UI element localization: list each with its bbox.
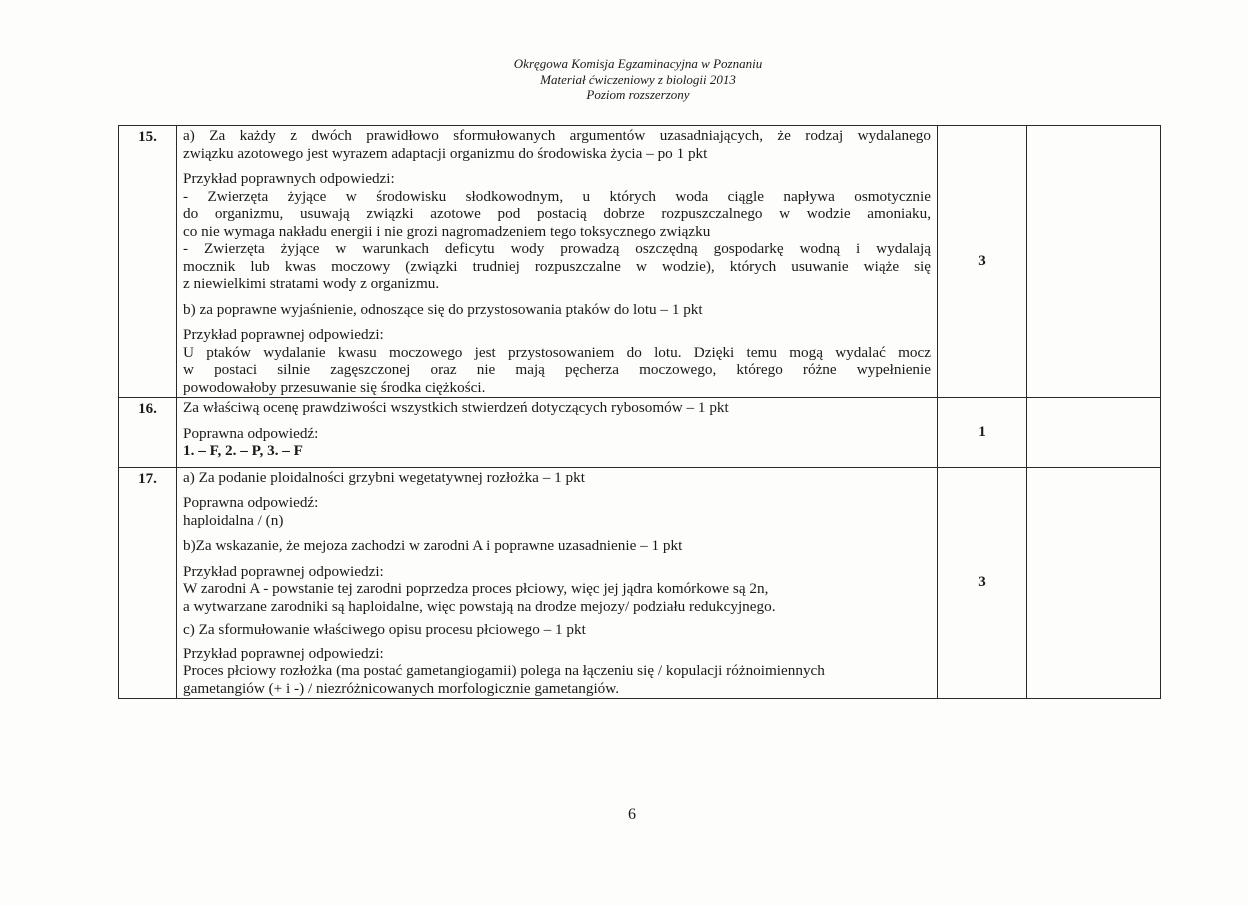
- criterion-text: a) Za podanie ploidalności grzybni wegetatywnej rozłożka – 1 pkt: [183, 468, 585, 486]
- example-label: Przykład poprawnej odpowiedzi:: [183, 562, 384, 580]
- score-cell: [1027, 126, 1161, 398]
- example-label: Przykład poprawnej odpowiedzi:: [183, 326, 384, 343]
- score-cell: [1027, 467, 1161, 699]
- criterion-text: c) Za sformułowanie właściwego opisu procesu płciowego – 1 pkt: [183, 621, 586, 638]
- criterion-text: związku azotowego jest wyrazem adaptacji organizmu do środowiska życia – po 1 pkt: [183, 144, 708, 162]
- points-value: 3: [938, 467, 1027, 699]
- answer-line: - Zwierzęta żyjące w warunkach deficytu wody prowadzą oszczędną gospodarkę wodną i wydalają: [183, 240, 931, 257]
- header-commission: Okręgowa Komisja Egzaminacyjna w Poznaniu: [513, 56, 763, 71]
- answer-line: mocznik lub kwas moczowy (związki trudniej rozpuszczalne w wodzie), których usuwanie wiąże się: [183, 257, 931, 275]
- criterion-text: b) za poprawne wyjaśnienie, odnoszące się do przystosowania ptaków do lotu – 1 pkt: [183, 300, 703, 318]
- criterion-text: b)Za wskazanie, że mejoza zachodzi w zarodni A i poprawne uzasadnienie – 1 pkt: [183, 537, 683, 554]
- points-value: 1: [938, 398, 1027, 468]
- task-criteria: [177, 467, 938, 699]
- task-criteria: [177, 126, 938, 398]
- answer-bullet: [183, 188, 931, 241]
- criterion-text: Za właściwą ocenę prawdziwości wszystkich stwierdzeń dotyczących rybosomów – 1 pkt: [183, 399, 729, 416]
- answer-bullet: [183, 240, 931, 293]
- task-criteria: [177, 398, 938, 468]
- table-row-17: [119, 467, 1161, 699]
- example-label: Przykład poprawnych odpowiedzi:: [183, 170, 395, 187]
- answer-line: co nie wymaga nakładu energii i nie grozi nagromadzeniem tego toksycznego związku: [183, 222, 711, 240]
- table-row-16: [119, 398, 1161, 468]
- answer-line: w postaci silnie zagęszczonej oraz nie mają pęcherza moczowego, którego różne wypełnienie: [183, 361, 931, 378]
- answer-line: haploidalna / (n): [183, 511, 284, 529]
- task-number: 15.: [119, 126, 177, 398]
- answer-line: powodowałoby przesuwanie się środka ciężkości.: [183, 378, 486, 396]
- answer-label: Poprawna odpowiedź:: [183, 424, 319, 442]
- header-material: Materiał ćwiczeniowy z biologii 2013: [540, 71, 736, 87]
- answer-line: U ptaków wydalanie kwasu moczowego jest przystosowaniem do lotu. Dzięki temu mogą wydalać mocz: [183, 343, 931, 361]
- answer-line: do organizmu, usuwają związki azotowe pod postacią dobrze rozpuszczalnego w wodzie amoniaku,: [183, 205, 931, 222]
- page-number: 6: [628, 806, 636, 823]
- document-header: [0, 56, 1248, 103]
- answer-line: - Zwierzęta żyjące w środowisku słodkowodnym, u których woda ciągle napływa osmotycznie: [183, 187, 931, 205]
- scoring-table: [118, 125, 1161, 699]
- answer-label: Poprawna odpowiedź:: [183, 494, 319, 511]
- answer-line: Proces płciowy rozłożka (ma postać gametangiogamii) polega na łączeniu się / kopulacji różnoimiennych: [183, 662, 825, 679]
- task-number: 16.: [119, 398, 177, 468]
- criterion-text: a) Za każdy z dwóch prawidłowo sformułowanych argumentów uzasadniających, że rodzaj wydalanego: [183, 127, 931, 144]
- task-number: 17.: [119, 467, 177, 699]
- header-level: Poziom rozszerzony: [586, 87, 690, 102]
- answer-line: a wytwarzane zarodniki są haploidalne, więc powstają na drodze mejozy/ podziału redukcyjnego.: [183, 597, 776, 615]
- answer-line: W zarodni A - powstanie tej zarodni poprzedza proces płciowy, więc jej jądra komórkowe są 2n,: [183, 580, 769, 597]
- table-row-15: [119, 126, 1161, 398]
- points-value: 3: [938, 126, 1027, 398]
- score-cell: [1027, 398, 1161, 468]
- example-label: Przykład poprawnej odpowiedzi:: [183, 644, 384, 662]
- answer-line: gametangiów (+ i -) / niezróżnicowanych morfologicznie gametangiów.: [183, 679, 620, 697]
- answer-line: 1. – F, 2. – P, 3. – F: [183, 442, 303, 459]
- answer-line: z niewielkimi stratami wody z organizmu.: [183, 275, 440, 292]
